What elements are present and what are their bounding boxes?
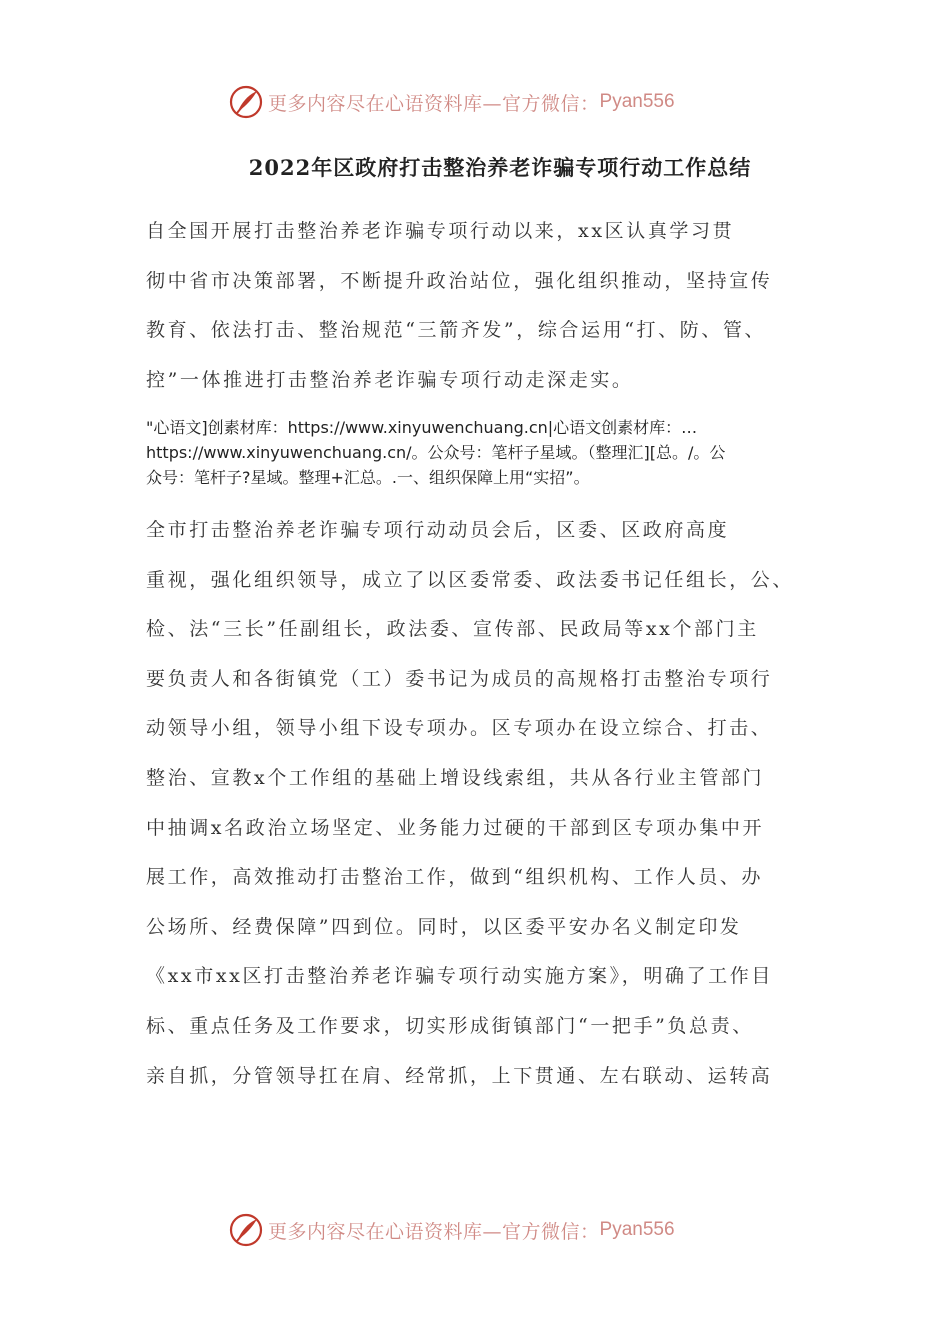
- banner-wechat-id: Pyan556: [599, 1219, 675, 1240]
- quill-pen-icon: [228, 84, 264, 120]
- quill-pen-icon: [228, 1212, 264, 1248]
- paragraph-line: 自全国开展打击整治养老诈骗专项行动以来，xx区认真学习贯: [146, 220, 735, 242]
- paragraph-line: 展工作，高效推动打击整治工作，做到“组织机构、工作人员、办: [146, 866, 764, 889]
- paragraph-line: 控”一体推进打击整治养老诈骗专项行动走深走实。: [146, 368, 634, 391]
- banner-wechat-id: Pyan556: [599, 91, 675, 112]
- paragraph-line: 亲自抓，分管领导扛在肩、经常抓，上下贯通、左右联动、运转高: [146, 1064, 773, 1087]
- intro-paragraph: [146, 207, 806, 405]
- document-title: 2022年区政府打击整治养老诈骗专项行动工作总结: [248, 155, 752, 180]
- banner-text: 更多内容尽在心语资料库—官方微信：: [268, 92, 600, 115]
- body-paragraph: [146, 506, 806, 1101]
- paragraph-line: 彻中省市决策部署，不断提升政治站位，强化组织推动，坚持宣传: [146, 269, 773, 292]
- notice-line: https://www.xinyuwenchuang.cn/。公众号：笔杆子星域。（整理汇][总。/。公: [146, 443, 726, 462]
- paragraph-line: 重视，强化组织领导，成立了以区委常委、政法委书记任组长，公、: [146, 568, 795, 591]
- paragraph-line: 要负责人和各街镇党（工）委书记为成员的高规格打击整治专项行: [146, 667, 773, 690]
- footer-banner: [228, 1210, 748, 1250]
- paragraph-line: 动领导小组，领导小组下设专项办。区专项办在设立综合、打击、: [146, 717, 773, 740]
- paragraph-line: 标、重点任务及工作要求，切实形成街镇部门“一把手”负总责、: [146, 1014, 754, 1037]
- paragraph-line: 全市打击整治养老诈骗专项行动动员会后，区委、区政府高度: [146, 519, 730, 541]
- paragraph-line: 《xx市xx区打击整治养老诈骗专项行动实施方案》，明确了工作目: [146, 965, 773, 988]
- paragraph-line: 整治、宣教x个工作组的基础上增设线索组，共从各行业主管部门: [146, 766, 765, 789]
- source-notice: [146, 415, 806, 490]
- paragraph-line: 公场所、经费保障”四到位。同时，以区委平安办名义制定印发: [146, 915, 742, 938]
- paragraph-line: 检、法“三长”任副组长，政法委、宣传部、民政局等xx个部门主: [146, 618, 759, 641]
- notice-line: 众号：笔杆子?星域。整理+汇总。.一、组织保障上用“实招”。: [146, 468, 590, 487]
- paragraph-line: 教育、依法打击、整治规范“三箭齐发”，综合运用“打、防、管、: [146, 319, 767, 342]
- header-banner: [228, 82, 748, 122]
- banner-text: 更多内容尽在心语资料库—官方微信：: [268, 1220, 600, 1243]
- paragraph-line: 中抽调x名政治立场坚定、业务能力过硬的干部到区专项办集中开: [146, 816, 765, 839]
- notice-line: "心语文]创素材库：https://www.xinyuwenchuang.cn|心语文创素材库：…: [146, 418, 698, 437]
